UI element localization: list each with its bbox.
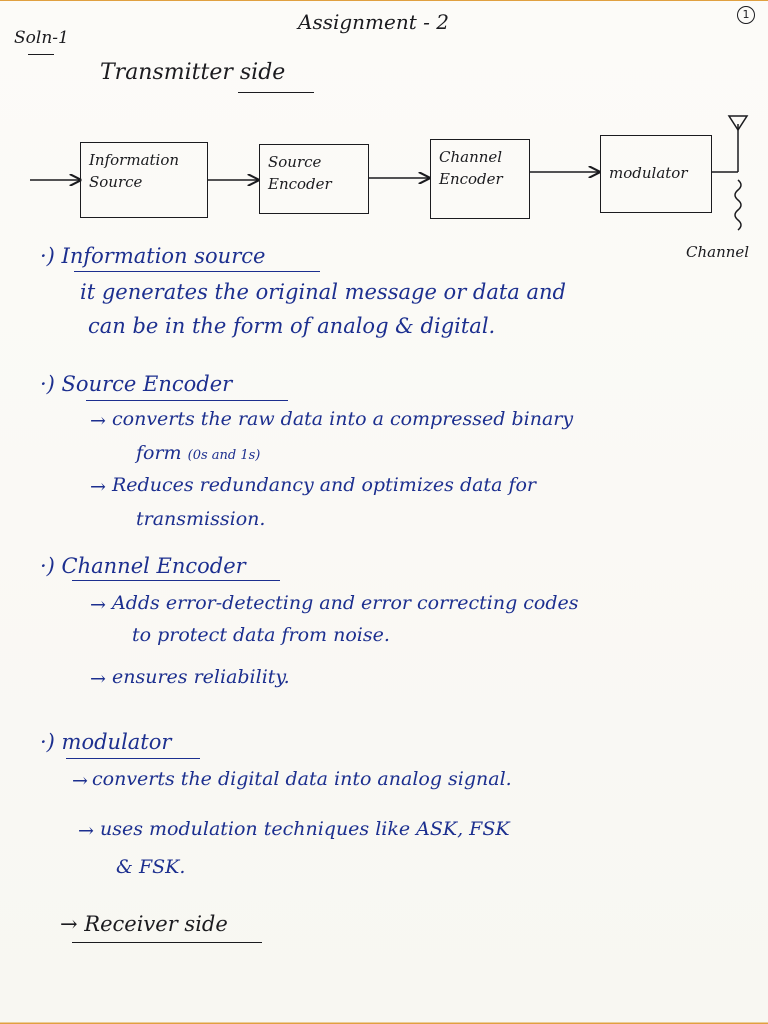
block-label-line1: modulator [609, 164, 688, 182]
source-encoder-line-3: Reduces redundancy and optimizes data for [112, 474, 536, 496]
modulator-block [600, 135, 712, 213]
modulator-line-3: & FSK. [116, 856, 186, 878]
source-encoder-line-2-text: form [136, 442, 182, 464]
solution-label: Soln-1 [14, 28, 69, 48]
source-encoder-line-4: transmission. [136, 508, 266, 530]
source-encoder-line-2 [136, 442, 260, 464]
block-label-line1: Information [89, 151, 180, 169]
channel-encoder-block [430, 139, 530, 219]
block-label-line2: Source [89, 173, 143, 191]
modulator-line-1: converts the digital data into analog signal. [92, 768, 512, 790]
receiver-side-underline [72, 942, 262, 943]
block-label-line1: Source [268, 153, 322, 171]
block-label-line2: Encoder [439, 170, 503, 188]
bullet-arrow: → [90, 410, 106, 432]
channel-encoder-line-1: Adds error-detecting and error correcting codes [112, 592, 579, 614]
bullet-arrow: → [90, 476, 106, 498]
info-source-underline [74, 271, 320, 272]
source-encoder-heading: ·) Source Encoder [40, 372, 233, 396]
bullet-arrow: → [90, 668, 106, 690]
bullet-arrow: → [90, 594, 106, 616]
source-encoder-line-2-note: (0s and 1s) [187, 448, 261, 463]
wavy-channel-icon [735, 180, 741, 230]
channel-encoder-line-3: ensures reliability. [112, 666, 290, 688]
assignment-title: Assignment - 2 [298, 10, 449, 34]
page-number-badge: 1 [737, 6, 755, 24]
block-label-line2: Encoder [268, 175, 332, 193]
modulator-underline [66, 758, 200, 759]
antenna-icon [729, 116, 747, 172]
section-title-underline [238, 92, 314, 93]
channel-encoder-heading: ·) Channel Encoder [40, 554, 246, 578]
source-encoder-underline [86, 400, 288, 401]
info-source-heading: ·) Information source [40, 244, 266, 268]
info-source-line-1: it generates the original message or data and [80, 280, 566, 304]
source-encoder-block [259, 144, 369, 214]
information-source-block [80, 142, 208, 218]
bullet-arrow: → [72, 770, 88, 792]
receiver-side-heading: → Receiver side [60, 912, 228, 936]
modulator-line-2: uses modulation techniques like ASK, FSK [100, 818, 510, 840]
section-title: Transmitter side [100, 60, 286, 85]
channel-label: Channel [686, 243, 750, 261]
solution-underline [28, 54, 54, 55]
channel-encoder-underline [72, 580, 280, 581]
channel-encoder-line-2: to protect data from noise. [132, 624, 390, 646]
bullet-arrow: → [78, 820, 94, 842]
modulator-heading: ·) modulator [40, 730, 172, 754]
source-encoder-line-1: converts the raw data into a compressed binary [112, 408, 574, 430]
info-source-line-2: can be in the form of analog & digital. [88, 314, 496, 338]
block-label-line1: Channel [439, 148, 503, 166]
